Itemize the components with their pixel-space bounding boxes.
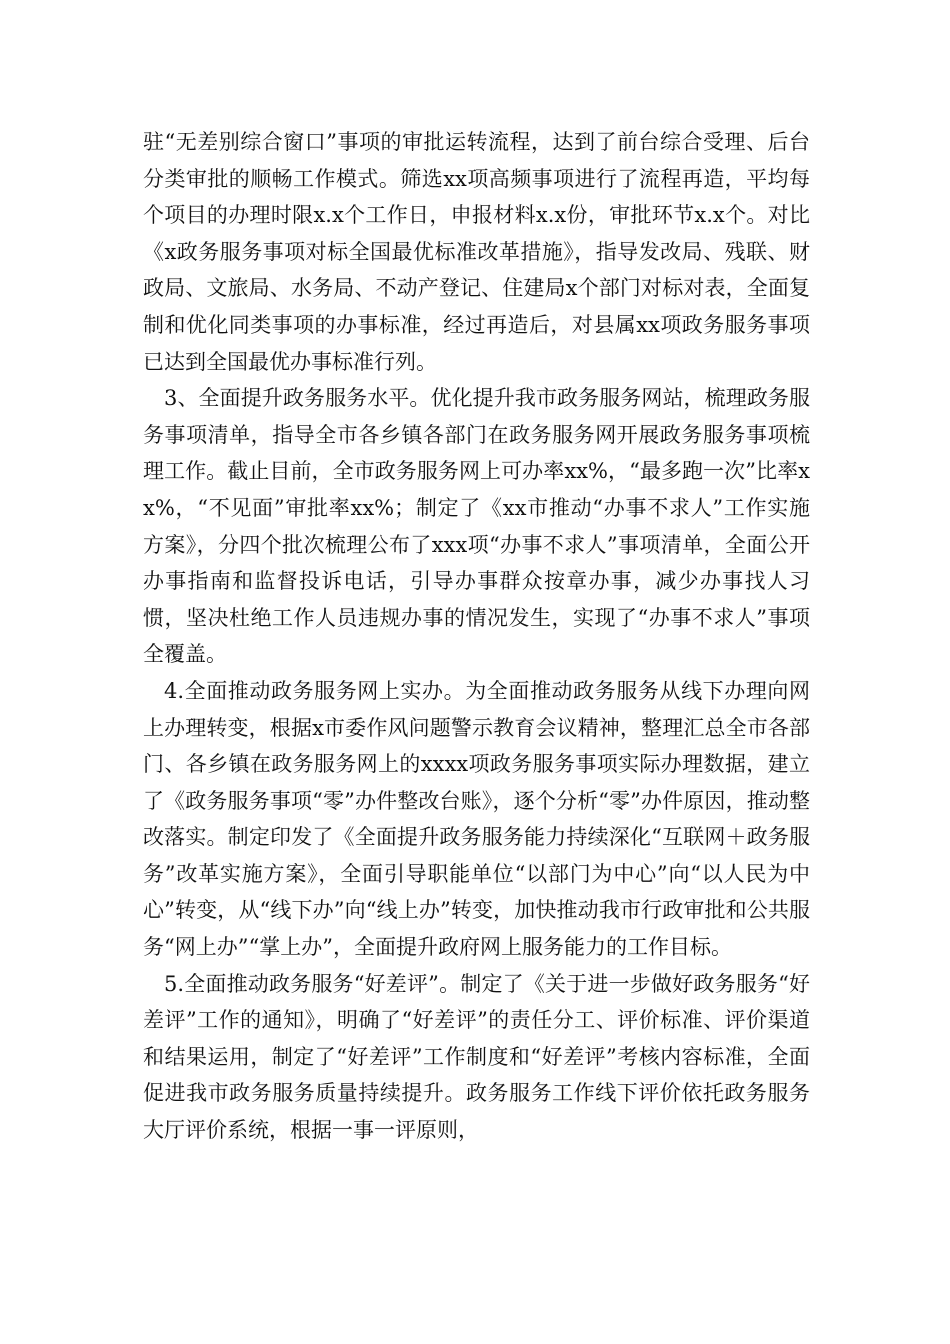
paragraph-continuation: 驻“无差别综合窗口”事项的审批运转流程，达到了前台综合受理、后台分类审批的顺畅工作模式。筛选xx项高频事项进行了流程再造，平均每个项目的办理时限x.x个工作日，申报材料x.x份，审批环节x.x个。对比《x政务服务事项对标全国最优标准改革措施》，指导发改局、残联、财政局、文旅局、水务局、不动产登记、住建局x个部门对标对表，全面复制和优化同类事项的办事标准，经过再造后，对县属xx项政务服务事项已达到全国最优办事标准行列。 bbox=[143, 130, 810, 374]
paragraph-section-5: 5.全面推动政务服务“好差评”。制定了《关于进一步做好政务服务“好差评”工作的通知》，明确了“好差评”的责任分工、评价标准、评价渠道和结果运用，制定了“好差评”工作制度和“好差评”考核内容标准，全面促进我市政务服务质量持续提升。政务服务工作线下评价依托政务服务大厅评价系统，根据一事一评原则， bbox=[143, 971, 810, 1143]
paragraph-section-4: 4.全面推动政务服务网上实办。为全面推动政务服务从线下办理向网上办理转变，根据x市委作风问题警示教育会议精神，整理汇总全市各部门、各乡镇在政务服务网上的xxxx项政务服务事项实际办理数据，建立了《政务服务事项“零”办件整改台账》，逐个分析“零”办件原因，推动整改落实。制定印发了《全面提升政务服务能力持续深化“互联网＋政务服务”改革实施方案》，全面引导职能单位“以部门为中心”向“以人民为中心”转变，从“线下办”向“线上办”转变，加快推动我市行政审批和公共服务“网上办”“掌上办”，全面提升政府网上服务能力的工作目标。 bbox=[143, 678, 810, 960]
paragraph-section-3: 3、全面提升政务服务水平。优化提升我市政务服务网站，梳理政务服务事项清单，指导全市各乡镇各部门在政务服务网开展政务服务事项梳理工作。截止目前，全市政务服务网上可办率xx%，“最多跑一次”比率xx%，“不见面”审批率xx%；制定了《xx市推动“办事不求人”工作实施方案》，分四个批次梳理公布了xxx项“办事不求人”事项清单，全面公开办事指南和监督投诉电话，引导办事群众按章办事，减少办事找人习惯，坚决杜绝工作人员违规办事的情况发生，实现了“办事不求人”事项全覆盖。 bbox=[143, 386, 810, 667]
document-body bbox=[143, 124, 810, 1149]
